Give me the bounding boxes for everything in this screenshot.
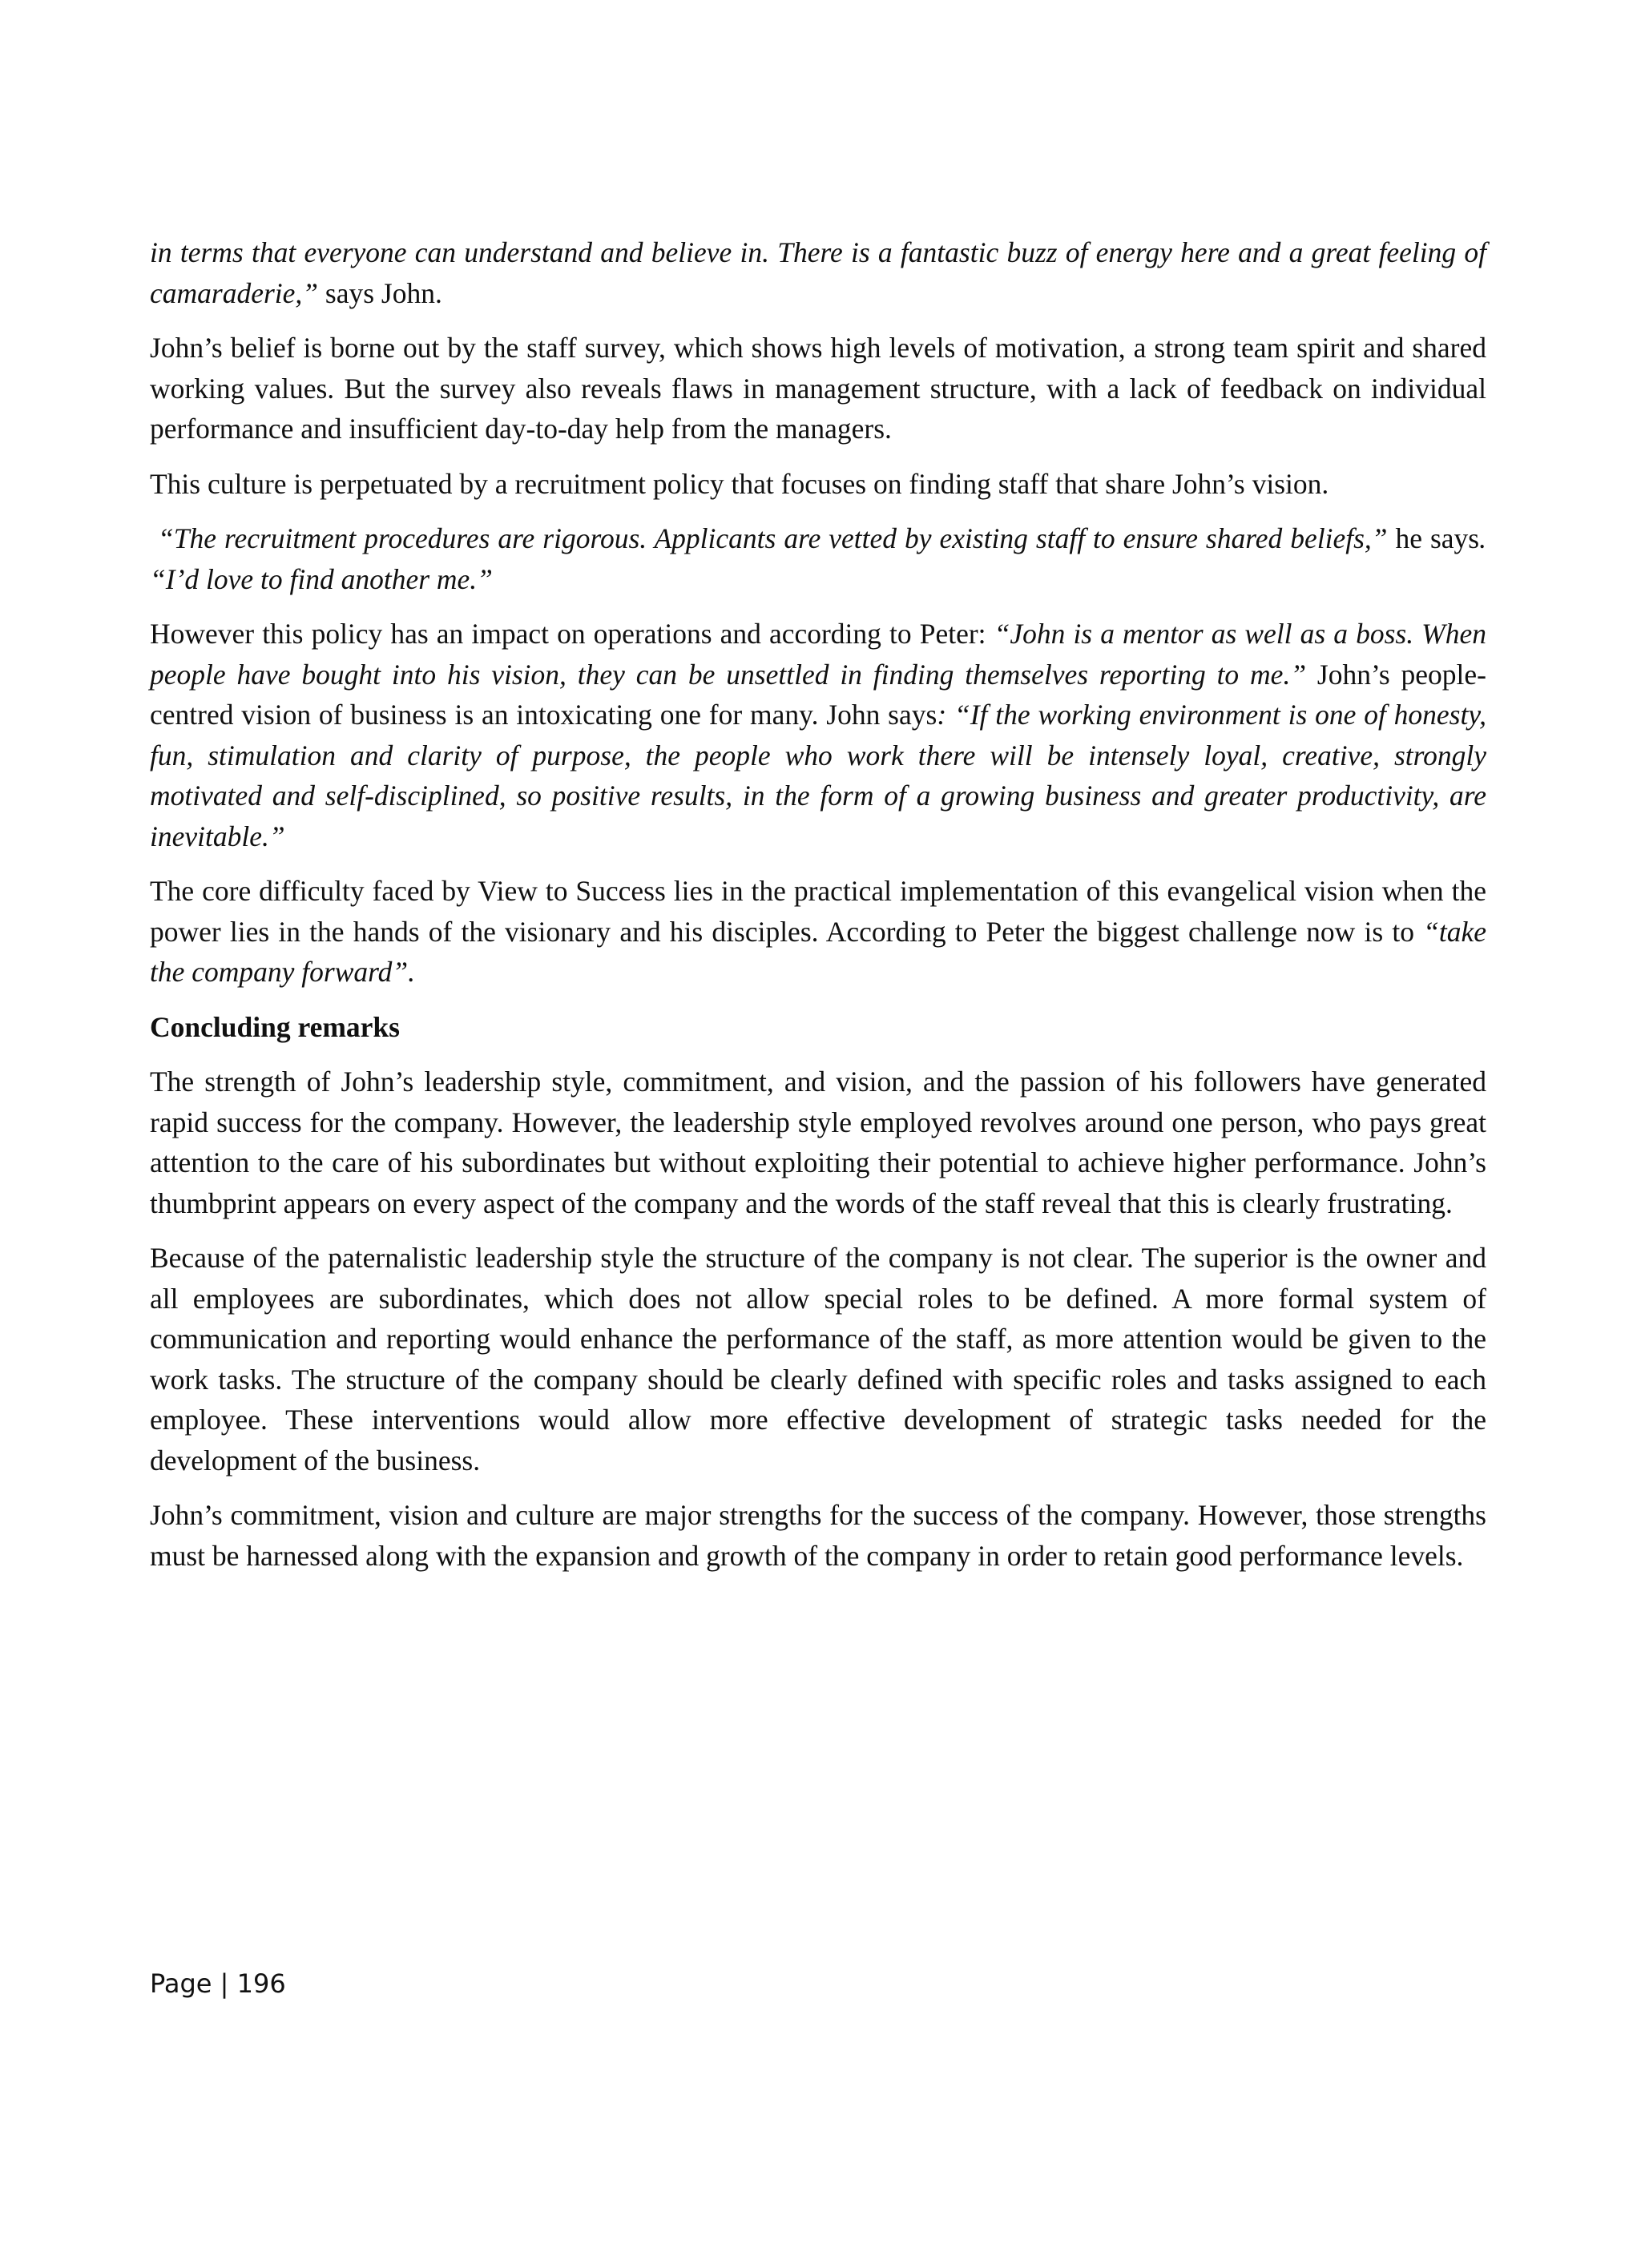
recruitment-quote: “The recruitment procedures are rigorous. Applicants are vetted by existing staff to ensure shared beliefs,” [158,522,1388,554]
quote-continuation: in terms that everyone can understand and believe in. There is a fantastic buzz of energy here and a great feeling of camaraderie,” [150,236,1486,309]
paragraph-6 [150,871,1486,993]
paragraph-3: This culture is perpetuated by a recruitment policy that focuses on finding staff that share John’s vision. [150,467,1329,500]
paragraph-9: John’s commitment, vision and culture are major strengths for the success of the company. However, those strengths must be harnessed along with the expansion and growth of the company in order to retain good performance levels. [150,1499,1486,1572]
paragraph-2: John’s belief is borne out by the staff survey, which shows high levels of motivation, a strong team spirit and shared working values. But the survey also reveals flaws in management structure, with a lack of feedback on individual performance and insufficient day-to-day help from the managers. [150,332,1486,445]
peter-quote: “John is a mentor as well as a boss. When people have bought into his vision, they can be unsettled in finding themselves reporting to me.” [150,618,1487,691]
another-me-quote: . “I’d love to find another me.” [150,522,1486,595]
paragraph-8: Because of the paternalistic leadership style the structure of the company is not clear. The superior is the owner and all employees are subordinates, which does not allow special roles to be defined. A more formal system of communication and reporting would enhance the performance of the staff, as more attention would be given to the work tasks. The structure of the company should be clearly defined with specific roles and tasks assigned to each employee. These interventions would allow more effective development of strategic tasks needed for the development of the business. [150,1242,1486,1476]
page-number: Page | 196 [150,1968,286,1999]
paragraph-5 [150,614,1486,856]
paragraph-7: The strength of John’s leadership style, commitment, and vision, and the passion of his followers have generated rapid success for the company. However, the leadership style employed revolves around one person, who pays great attention to the care of his subordinates but without exploiting their potential to achieve higher performance. John’s thumbprint appears on every aspect of the company and the words of the staff reveal that this is clearly frustrating. [150,1066,1486,1219]
paragraph-6-text: The core difficulty faced by View to Success lies in the practical implementation of this evangelical vision when the power lies in the hands of the visionary and his disciples. According to Peter the biggest challenge now is to [150,875,1486,948]
take-forward-quote: “take the company forward”. [150,915,1486,988]
paragraph-5-intro: However this policy has an impact on operations and according to Peter: [150,618,994,650]
attribution: says John. [318,276,442,309]
paragraph-1 [150,232,1486,313]
section-heading: Concluding remarks [150,1010,400,1043]
document-body [150,232,1486,1576]
john-quote: : “If the working environment is one of honesty, fun, stimulation and clarity of purpose, the people who work there will be intensely loyal, creative, strongly motivated and self-disciplined, so positive results, in the form of a growing business and greater productivity, are inevitable.” [150,699,1486,852]
paragraph-5-mid: John’s people-centred vision of business is an intoxicating one for many. John says [150,658,1486,731]
attribution: he says [1387,522,1480,554]
paragraph-4 [150,518,1486,599]
